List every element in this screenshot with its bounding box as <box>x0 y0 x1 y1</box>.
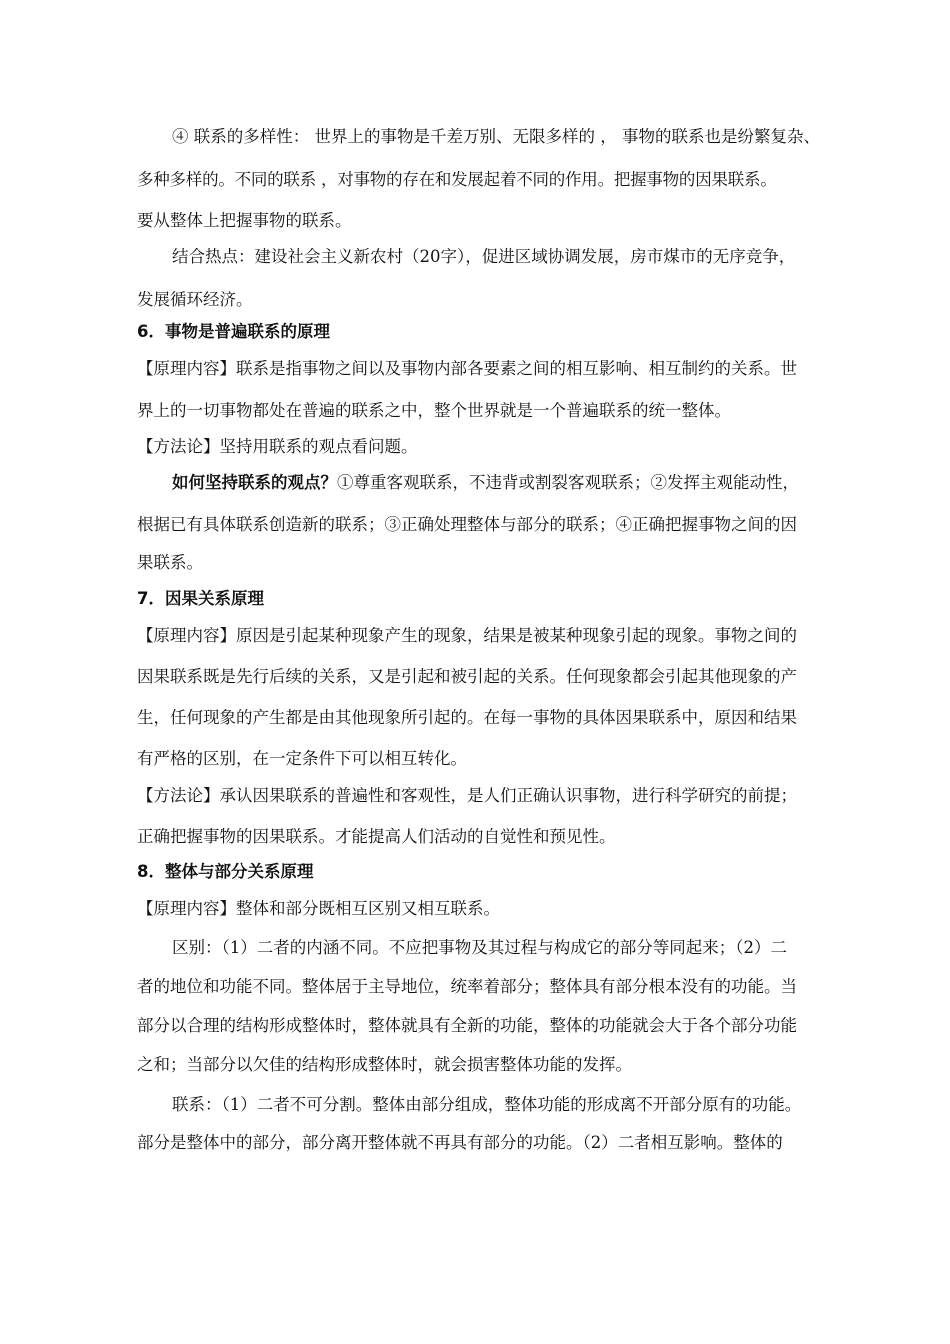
paragraph-line: 发展循环经济。 <box>137 290 253 309</box>
paragraph-line: 正确把握事物的因果联系。才能提高人们活动的自觉性和预见性。 <box>137 827 616 846</box>
paragraph-line: 【原理内容】联系是指事物之间以及事物内部各要素之间的相互影响、相互制约的关系。世 <box>137 359 797 378</box>
paragraph-line: 联系：（1）二者不可分割。整体由部分组成，整体功能的形成离不开部分原有的功能。 <box>172 1095 802 1114</box>
paragraph-line: 根据已有具体联系创造新的联系；③正确处理整体与部分的联系；④正确把握事物之间的因 <box>137 515 797 534</box>
paragraph-line: 果联系。 <box>137 553 203 572</box>
paragraph-line: 有严格的区别，在一定条件下可以相互转化。 <box>137 749 467 768</box>
paragraph-line: 界上的一切事物都处在普遍的联系之中，整个世界就是一个普遍联系的统一整体。 <box>137 401 731 420</box>
paragraph-line: 部分是整体中的部分，部分离开整体就不再具有部分的功能。（2）二者相互影响。整体的 <box>137 1133 783 1152</box>
paragraph-line: 因果联系既是先行后续的关系，又是引起和被引起的关系。任何现象都会引起其他现象的产 <box>137 667 797 686</box>
paragraph-line: 结合热点：建设社会主义新农村（20字），促进区域协调发展，房市煤市的无序竞争， <box>172 247 796 266</box>
paragraph-line: 【方法论】承认因果联系的普遍性和客观性，是人们正确认识事物，进行科学研究的前提； <box>137 786 797 805</box>
paragraph-line: 【方法论】坚持用联系的观点看问题。 <box>137 437 418 456</box>
paragraph-line: 者的地位和功能不同。整体居于主导地位，统率着部分；整体具有部分根本没有的功能。当 <box>137 977 797 996</box>
paragraph-line: 【原理内容】原因是引起某种现象产生的现象，结果是被某种现象引起的现象。事物之间的 <box>137 626 797 645</box>
paragraph-text: ①尊重客观联系，不违背或割裂客观联系；②发挥主观能动性， <box>337 473 799 492</box>
paragraph-line: 要从整体上把握事物的联系。 <box>137 211 352 230</box>
paragraph-line: 部分以合理的结构形成整体时，整体就具有全新的功能，整体的功能就会大于各个部分功能 <box>137 1016 797 1035</box>
section-heading: 6．事物是普遍联系的原理 <box>137 322 330 341</box>
emphasis-question: 如何坚持联系的观点？ <box>172 473 337 492</box>
paragraph-line: 【原理内容】整体和部分既相互区别又相互联系。 <box>137 899 500 918</box>
paragraph-line: 多种多样的。不同的联系 ，对事物的存在和发展起着不同的作用。把握事物的因果联系。 <box>137 170 777 189</box>
paragraph-line: 生，任何现象的产生都是由其他现象所引起的。在每一事物的具体因果联系中，原因和结果 <box>137 708 797 727</box>
paragraph-line <box>172 473 804 493</box>
section-heading: 7．因果关系原理 <box>137 589 264 608</box>
paragraph-line: ④ 联系的多样性： 世界上的事物是千差万别、无限多样的 ， 事物的联系也是纷繁复杂、 <box>172 127 820 146</box>
paragraph-line: 区别：（1）二者的内涵不同。不应把事物及其过程与构成它的部分等同起来；（2）二 <box>172 938 787 957</box>
section-heading: 8．整体与部分关系原理 <box>137 862 314 881</box>
paragraph-line: 之和；当部分以欠佳的结构形成整体时，就会损害整体功能的发挥。 <box>137 1055 632 1074</box>
